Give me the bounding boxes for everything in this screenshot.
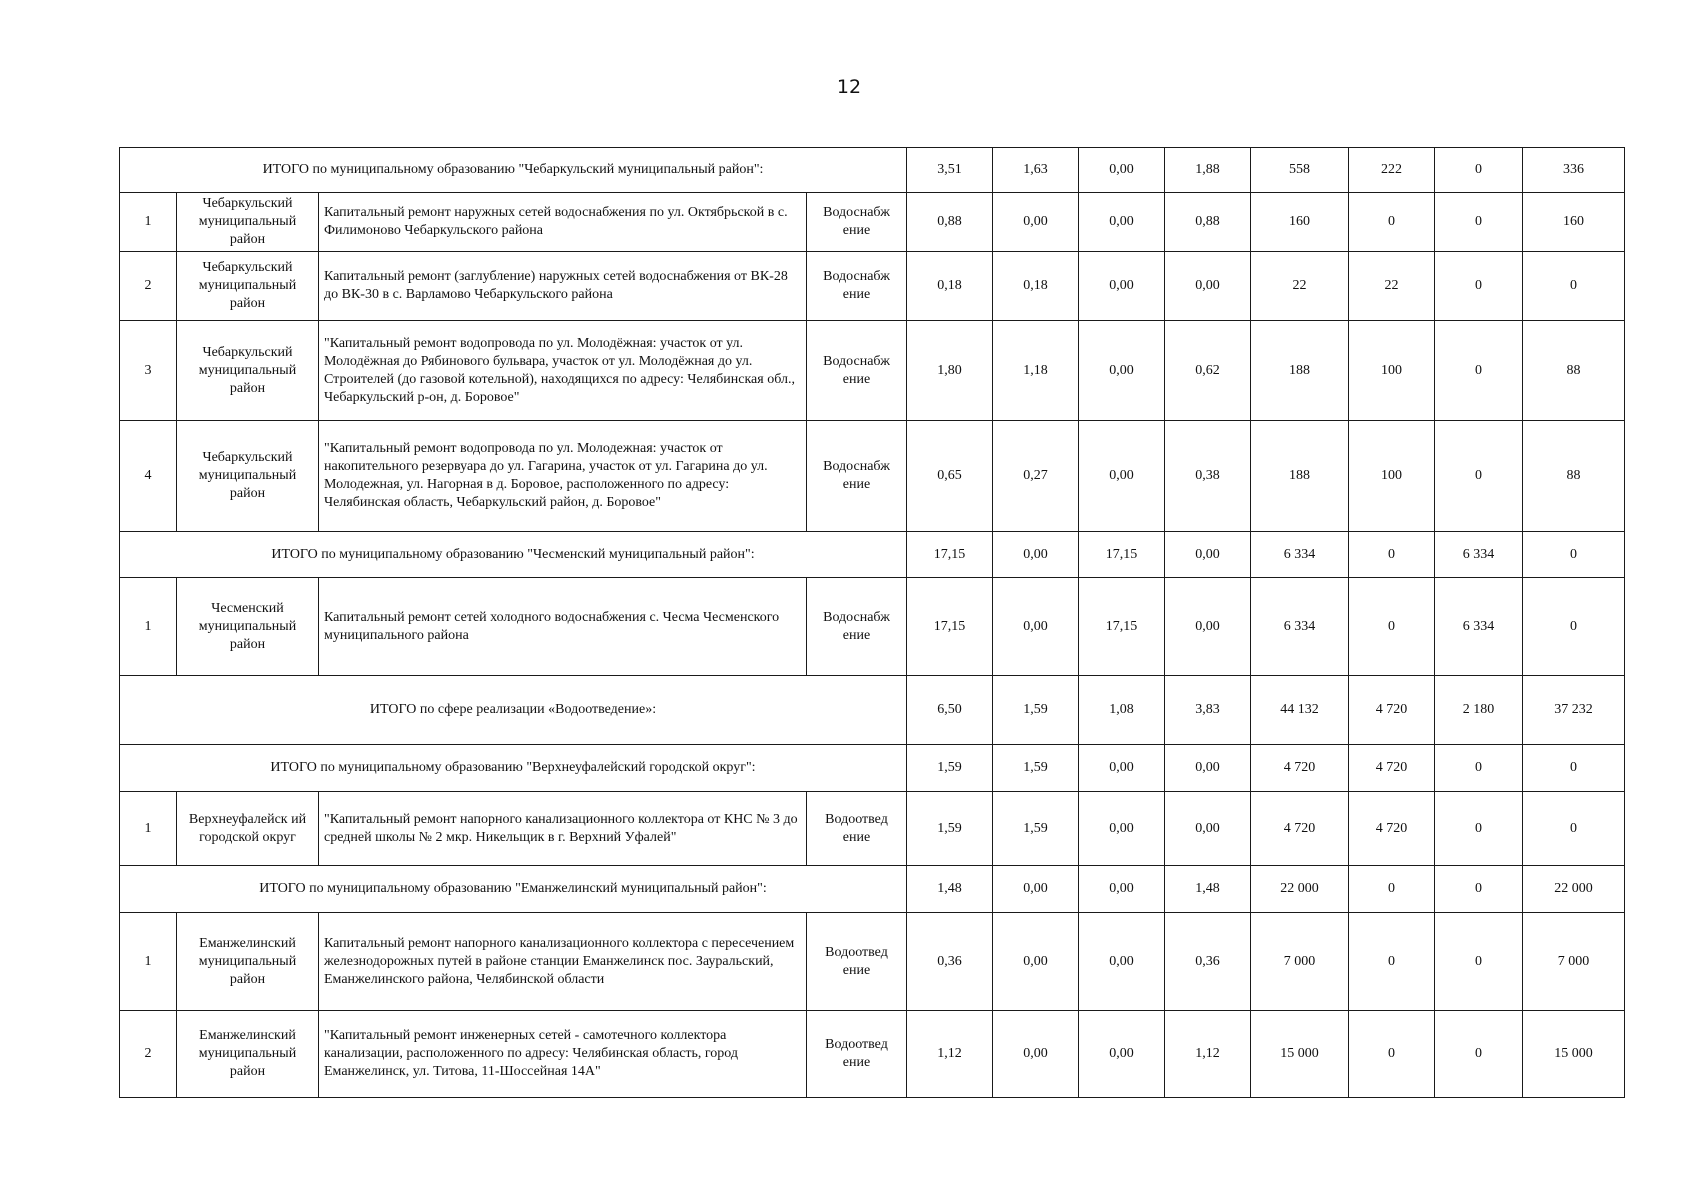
project-description: "Капитальный ремонт инженерных сетей - самотечного коллектора канализации, расположенного по адресу: Челябинская область, город Еманжелинск, ул. Титова, 11-Шоссейная 14А" xyxy=(319,1011,807,1098)
value-cell: 0 xyxy=(1349,578,1435,676)
value-cell: 22 000 xyxy=(1523,866,1625,913)
value-cell: 37 232 xyxy=(1523,676,1625,745)
row-number: 1 xyxy=(120,792,177,866)
table-row xyxy=(120,1011,1625,1098)
row-number: 1 xyxy=(120,193,177,252)
value-cell: 1,59 xyxy=(907,792,993,866)
value-cell: 22 xyxy=(1349,252,1435,321)
value-cell: 0,36 xyxy=(907,913,993,1011)
value-cell: 0 xyxy=(1523,745,1625,792)
project-description: Капитальный ремонт наружных сетей водоснабжения по ул. Октябрьской в с. Филимоново Чебаркульского района xyxy=(319,193,807,252)
page-number: 12 xyxy=(836,76,862,98)
value-cell: 558 xyxy=(1251,148,1349,193)
total-row xyxy=(120,866,1625,913)
total-row xyxy=(120,532,1625,578)
value-cell: 0 xyxy=(1435,148,1523,193)
value-cell: 0,00 xyxy=(993,913,1079,1011)
value-cell: 1,59 xyxy=(993,676,1079,745)
value-cell: 1,48 xyxy=(907,866,993,913)
value-cell: 160 xyxy=(1251,193,1349,252)
value-cell: 0,00 xyxy=(1079,913,1165,1011)
value-cell: 1,08 xyxy=(1079,676,1165,745)
value-cell: 6 334 xyxy=(1435,578,1523,676)
sphere-name: Водоотвед ение xyxy=(807,913,907,1011)
municipality-name: Чесменский муниципальный район xyxy=(177,578,319,676)
value-cell: 1,80 xyxy=(907,321,993,421)
value-cell: 0,00 xyxy=(1165,745,1251,792)
value-cell: 1,48 xyxy=(1165,866,1251,913)
table-row xyxy=(120,792,1625,866)
value-cell: 0,00 xyxy=(1079,745,1165,792)
value-cell: 0 xyxy=(1523,578,1625,676)
value-cell: 0,36 xyxy=(1165,913,1251,1011)
project-description: Капитальный ремонт напорного канализационного коллектора с пересечением железнодорожных путей в районе станции Еманжелинск пос. Зауральский, Еманжелинского района, Челябинской области xyxy=(319,913,807,1011)
value-cell: 3,51 xyxy=(907,148,993,193)
value-cell: 22 xyxy=(1251,252,1349,321)
value-cell: 17,15 xyxy=(1079,578,1165,676)
value-cell: 7 000 xyxy=(1523,913,1625,1011)
project-description: Капитальный ремонт сетей холодного водоснабжения с. Чесма Чесменского муниципального района xyxy=(319,578,807,676)
value-cell: 0,00 xyxy=(1079,193,1165,252)
sphere-name: Водоотвед ение xyxy=(807,1011,907,1098)
row-number: 2 xyxy=(120,1011,177,1098)
value-cell: 0 xyxy=(1435,252,1523,321)
sphere-name: Водоснабж ение xyxy=(807,321,907,421)
value-cell: 0,00 xyxy=(993,1011,1079,1098)
value-cell: 1,63 xyxy=(993,148,1079,193)
value-cell: 0,00 xyxy=(1079,148,1165,193)
table-row xyxy=(120,578,1625,676)
municipality-name: Еманжелинский муниципальный район xyxy=(177,913,319,1011)
value-cell: 4 720 xyxy=(1251,792,1349,866)
value-cell: 0,00 xyxy=(1079,792,1165,866)
value-cell: 17,15 xyxy=(907,578,993,676)
value-cell: 0,00 xyxy=(1165,252,1251,321)
table-row xyxy=(120,913,1625,1011)
value-cell: 4 720 xyxy=(1349,792,1435,866)
value-cell: 0,38 xyxy=(1165,421,1251,532)
value-cell: 6 334 xyxy=(1251,578,1349,676)
value-cell: 3,83 xyxy=(1165,676,1251,745)
value-cell: 0,00 xyxy=(993,193,1079,252)
value-cell: 0 xyxy=(1523,532,1625,578)
value-cell: 0,00 xyxy=(1079,1011,1165,1098)
total-row xyxy=(120,148,1625,193)
sphere-name: Водоснабж ение xyxy=(807,252,907,321)
row-number: 3 xyxy=(120,321,177,421)
value-cell: 15 000 xyxy=(1523,1011,1625,1098)
row-number: 2 xyxy=(120,252,177,321)
municipality-name: Чебаркульский муниципальный район xyxy=(177,193,319,252)
municipality-name: Чебаркульский муниципальный район xyxy=(177,421,319,532)
value-cell: 222 xyxy=(1349,148,1435,193)
value-cell: 188 xyxy=(1251,421,1349,532)
sphere-name: Водоснабж ение xyxy=(807,193,907,252)
value-cell: 1,88 xyxy=(1165,148,1251,193)
value-cell: 22 000 xyxy=(1251,866,1349,913)
total-row xyxy=(120,745,1625,792)
value-cell: 17,15 xyxy=(907,532,993,578)
sphere-name: Водоснабж ение xyxy=(807,421,907,532)
value-cell: 0,00 xyxy=(1165,792,1251,866)
value-cell: 15 000 xyxy=(1251,1011,1349,1098)
value-cell: 0 xyxy=(1349,913,1435,1011)
value-cell: 100 xyxy=(1349,321,1435,421)
value-cell: 0 xyxy=(1349,193,1435,252)
total-label: ИТОГО по муниципальному образованию "Еманжелинский муниципальный район": xyxy=(120,866,907,913)
value-cell: 88 xyxy=(1523,421,1625,532)
value-cell: 4 720 xyxy=(1251,745,1349,792)
value-cell: 0,88 xyxy=(907,193,993,252)
municipality-name: Чебаркульский муниципальный район xyxy=(177,252,319,321)
value-cell: 0 xyxy=(1435,866,1523,913)
municipality-name: Верхнеуфалейск ий городской округ xyxy=(177,792,319,866)
value-cell: 0 xyxy=(1349,1011,1435,1098)
value-cell: 88 xyxy=(1523,321,1625,421)
value-cell: 1,59 xyxy=(907,745,993,792)
value-cell: 0,00 xyxy=(993,866,1079,913)
row-number: 4 xyxy=(120,421,177,532)
value-cell: 0 xyxy=(1523,252,1625,321)
value-cell: 0 xyxy=(1349,532,1435,578)
value-cell: 1,59 xyxy=(993,792,1079,866)
municipality-name: Еманжелинский муниципальный район xyxy=(177,1011,319,1098)
value-cell: 336 xyxy=(1523,148,1625,193)
value-cell: 0 xyxy=(1435,792,1523,866)
value-cell: 0,00 xyxy=(1079,321,1165,421)
total-label: ИТОГО по муниципальному образованию "Чесменский муниципальный район": xyxy=(120,532,907,578)
total-label: ИТОГО по муниципальному образованию "Верхнеуфалейский городской округ": xyxy=(120,745,907,792)
value-cell: 0,65 xyxy=(907,421,993,532)
project-description: "Капитальный ремонт водопровода по ул. Молодежная: участок от накопительного резервуара до ул. Гагарина, участок от ул. Гагарина до ул. Молодежная, ул. Нагорная в д. Боровое, расположенного по адресу: Челябинская область, Чебаркульский район, д. Боровое" xyxy=(319,421,807,532)
value-cell: 188 xyxy=(1251,321,1349,421)
value-cell: 0,27 xyxy=(993,421,1079,532)
project-description: "Капитальный ремонт напорного канализационного коллектора от КНС № 3 до средней школы № 2 мкр. Никельщик в г. Верхний Уфалей" xyxy=(319,792,807,866)
value-cell: 0,00 xyxy=(993,578,1079,676)
value-cell: 100 xyxy=(1349,421,1435,532)
value-cell: 0,00 xyxy=(1165,578,1251,676)
value-cell: 0,00 xyxy=(1079,421,1165,532)
value-cell: 0,18 xyxy=(907,252,993,321)
value-cell: 1,12 xyxy=(1165,1011,1251,1098)
total-label: ИТОГО по муниципальному образованию "Чебаркульский муниципальный район": xyxy=(120,148,907,193)
table-row xyxy=(120,252,1625,321)
value-cell: 0 xyxy=(1523,792,1625,866)
value-cell: 0 xyxy=(1435,421,1523,532)
value-cell: 44 132 xyxy=(1251,676,1349,745)
value-cell: 2 180 xyxy=(1435,676,1523,745)
project-description: Капитальный ремонт (заглубление) наружных сетей водоснабжения от ВК-28 до ВК-30 в с. Варламово Чебаркульского района xyxy=(319,252,807,321)
table-row xyxy=(120,193,1625,252)
value-cell: 0 xyxy=(1435,1011,1523,1098)
sphere-name: Водоснабж ение xyxy=(807,578,907,676)
value-cell: 0,00 xyxy=(1165,532,1251,578)
table-body xyxy=(120,148,1625,1098)
row-number: 1 xyxy=(120,913,177,1011)
value-cell: 6 334 xyxy=(1435,532,1523,578)
table-row xyxy=(120,421,1625,532)
value-cell: 1,12 xyxy=(907,1011,993,1098)
value-cell: 0 xyxy=(1435,321,1523,421)
value-cell: 0,18 xyxy=(993,252,1079,321)
value-cell: 0,88 xyxy=(1165,193,1251,252)
project-description: "Капитальный ремонт водопровода по ул. Молодёжная: участок от ул. Молодёжная до Рябинового бульвара, участок от ул. Молодёжная до ул. Строителей (до газовой котельной), находящихся по адресу: Челябинская обл., Чебаркульский р-он, д. Боровое" xyxy=(319,321,807,421)
value-cell: 1,18 xyxy=(993,321,1079,421)
table-row xyxy=(120,321,1625,421)
value-cell: 0 xyxy=(1435,193,1523,252)
value-cell: 6,50 xyxy=(907,676,993,745)
sphere-name: Водоотвед ение xyxy=(807,792,907,866)
value-cell: 0,00 xyxy=(1079,252,1165,321)
total-label: ИТОГО по сфере реализации «Водоотведение»: xyxy=(120,676,907,745)
value-cell: 17,15 xyxy=(1079,532,1165,578)
program-table xyxy=(119,147,1625,1098)
row-number: 1 xyxy=(120,578,177,676)
value-cell: 0 xyxy=(1435,745,1523,792)
municipality-name: Чебаркульский муниципальный район xyxy=(177,321,319,421)
value-cell: 0,00 xyxy=(1079,866,1165,913)
total-row xyxy=(120,676,1625,745)
value-cell: 4 720 xyxy=(1349,676,1435,745)
value-cell: 0 xyxy=(1349,866,1435,913)
value-cell: 6 334 xyxy=(1251,532,1349,578)
value-cell: 1,59 xyxy=(993,745,1079,792)
value-cell: 0,62 xyxy=(1165,321,1251,421)
value-cell: 0 xyxy=(1435,913,1523,1011)
value-cell: 160 xyxy=(1523,193,1625,252)
value-cell: 7 000 xyxy=(1251,913,1349,1011)
value-cell: 4 720 xyxy=(1349,745,1435,792)
value-cell: 0,00 xyxy=(993,532,1079,578)
